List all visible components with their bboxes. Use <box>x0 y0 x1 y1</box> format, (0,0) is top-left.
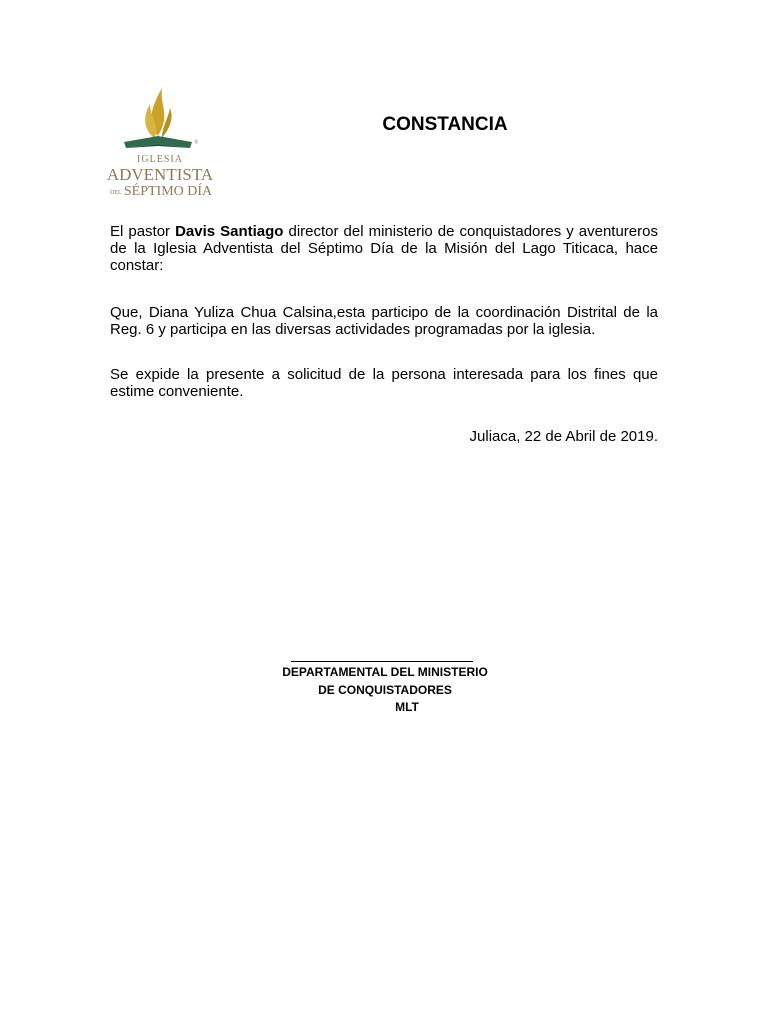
document-title: CONSTANCIA <box>382 114 508 135</box>
flame-bible-icon <box>96 84 224 200</box>
signature-title-line3: MLT <box>395 700 419 714</box>
logo-line1: IGLESIA <box>137 154 183 165</box>
logo-line3: SÉPTIMO DÍA <box>123 184 213 199</box>
pastor-name: Davis Santiago <box>175 223 284 240</box>
paragraph-statement: Que, Diana Yuliza Chua Calsina,esta participo de la coordinación Distrital de la Reg. 6 y participa en las diversas actividades programadas por la iglesia. <box>110 304 658 338</box>
paragraph-intro: El pastor Davis Santiago director del ministerio de conquistadores y aventureros de la Iglesia Adventista del Séptimo Día de la Misión del Lago Titicaca, hace constar: <box>110 223 658 274</box>
svg-text:®: ® <box>194 140 199 146</box>
paragraph-closing: Se expide la presente a solicitud de la persona interesada para los fines que estime conveniente. <box>110 366 658 400</box>
church-logo <box>96 84 224 200</box>
document-date: Juliaca, 22 de Abril de 2019. <box>469 428 658 445</box>
logo-line2: ADVENTISTA <box>106 165 214 184</box>
logo-line3-small: DEL <box>110 190 122 196</box>
signature-title-line2: DE CONQUISTADORES <box>318 683 452 697</box>
signature-line <box>291 661 473 662</box>
signature-title-line1: DEPARTAMENTAL DEL MINISTERIO <box>282 665 488 679</box>
